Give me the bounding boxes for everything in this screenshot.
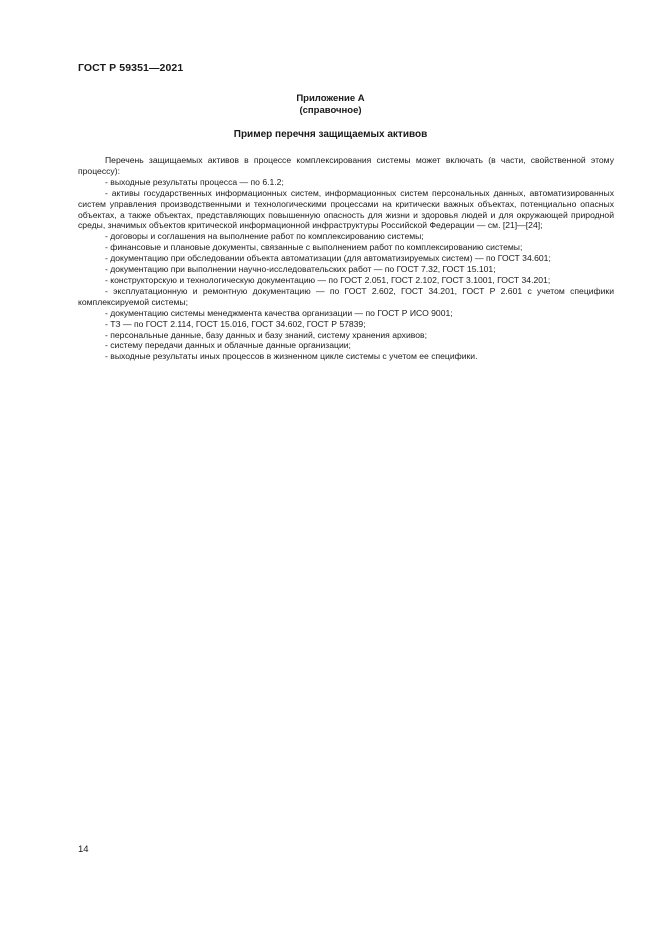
list-item: - договоры и соглашения на выполнение работ по комплексированию системы;: [105, 231, 424, 242]
list-item: - персональные данные, базу данных и базу знаний, систему хранения архивов;: [105, 329, 427, 340]
list-item: - финансовые и плановые документы, связанные с выполнением работ по комплексированию системы;: [105, 242, 523, 253]
list-item: - систему передачи данных и облачные данные организации;: [105, 340, 351, 351]
annex-title-block: [0, 93, 661, 117]
list-item: - выходные результаты процесса — по 6.1.2;: [105, 176, 284, 187]
page-number: 14: [78, 844, 89, 855]
annex-type: (справочное): [299, 105, 362, 116]
list-item: - документацию при обследовании объекта автоматизации (для автоматизируемых систем) — по ГОСТ 34.601;: [105, 253, 551, 264]
document-standard-id: ГОСТ Р 59351—2021: [78, 62, 184, 74]
document-body: [78, 155, 614, 362]
list-item: - документацию системы менеджмента качества организации — по ГОСТ Р ИСО 9001;: [105, 307, 453, 318]
list-item: - выходные результаты иных процессов в жизненном цикле системы с учетом ее специфики.: [105, 351, 478, 362]
list-item: - активы государственных информационных систем, информационных систем персональных данных, автоматизированных систем управления производственными и технологическими процессами на критически важных объектах, потенциально опасных объектах, а также объектах, представляющих повышенную опасность для жизни и здоровья людей и для окружающей природной среды, значимых объектов критической информационной инфраструктуры Российской Федерации — см. [21]—[24];: [78, 187, 614, 231]
list-item: - эксплуатационную и ремонтную документацию — по ГОСТ 2.602, ГОСТ 34.201, ГОСТ Р 2.601 с учетом специфики комплексируемой системы;: [78, 285, 614, 307]
list-item: - ТЗ — по ГОСТ 2.114, ГОСТ 15.016, ГОСТ 34.602, ГОСТ Р 57839;: [105, 318, 366, 329]
intro-paragraph: Перечень защищаемых активов в процессе комплексирования системы может включать (в части, свойственной этому процессу):: [78, 155, 614, 176]
list-item: - документацию при выполнении научно-исследовательских работ — по ГОСТ 7.32, ГОСТ 15.101;: [105, 264, 496, 275]
annex-heading: Пример перечня защищаемых активов: [233, 129, 428, 140]
list-item: - конструкторскую и технологическую документацию — по ГОСТ 2.051, ГОСТ 2.102, ГОСТ 3.1001, ГОСТ 34.201;: [105, 274, 551, 285]
annex-title: Приложение А: [296, 93, 365, 104]
